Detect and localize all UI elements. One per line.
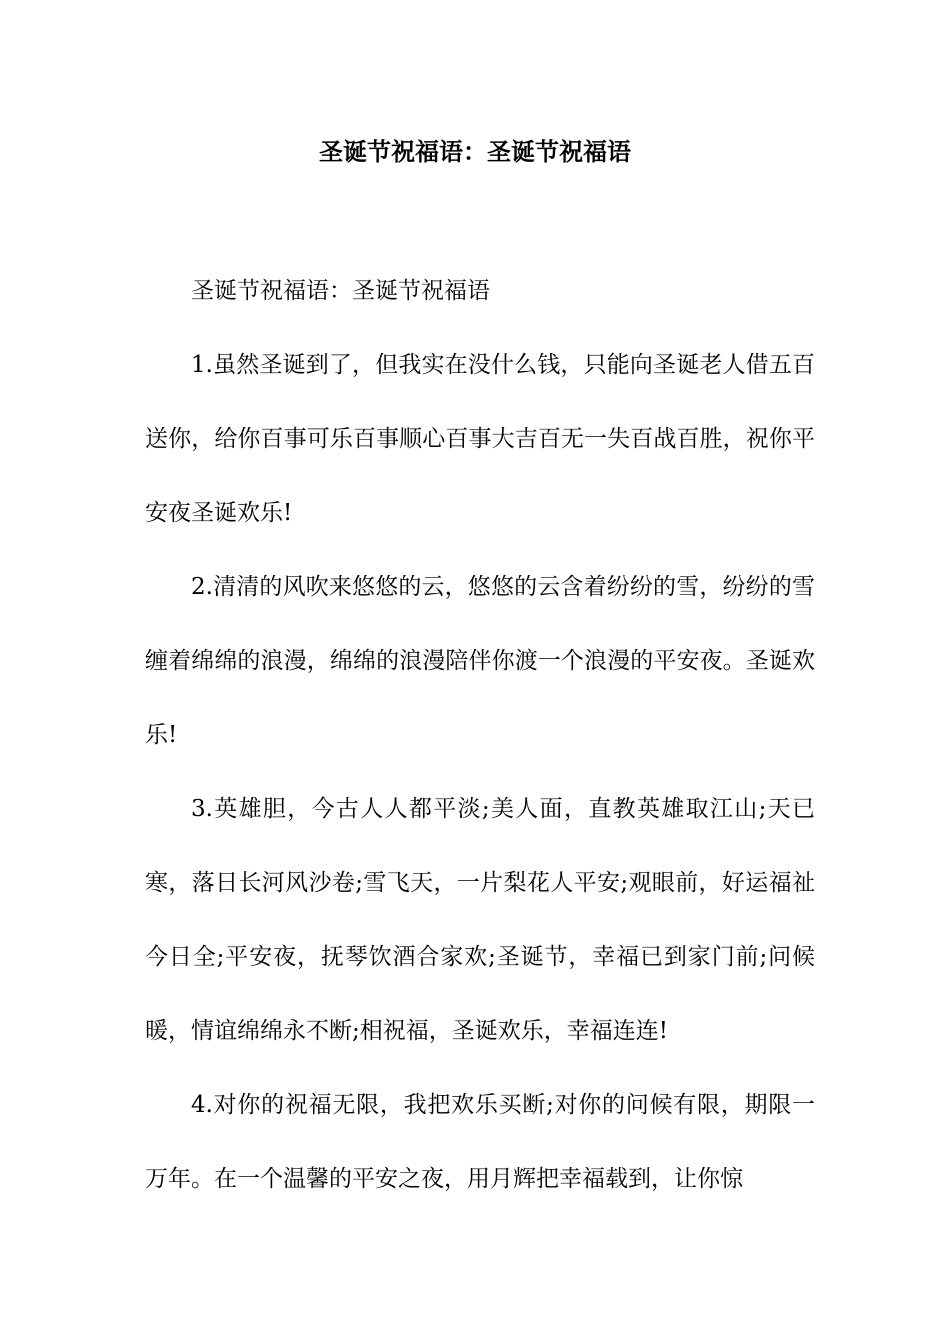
paragraph-2: 2.清清的风吹来悠悠的云，悠悠的云含着纷纷的雪，纷纷的雪缠着绵绵的浪漫，绵绵的浪漫陪伴你渡一个浪漫的平安夜。圣诞欢乐! <box>145 574 815 748</box>
paragraph-1: 1.虽然圣诞到了，但我实在没什么钱，只能向圣诞老人借五百送你，给你百事可乐百事顺心百事大吉百无一失百战百胜，祝你平安夜圣诞欢乐! <box>145 352 815 526</box>
document-title: 圣诞节祝福语：圣诞节祝福语 <box>319 137 631 166</box>
paragraph-3: 3.英雄胆，今古人人都平淡;美人面，直教英雄取江山;天已寒，落日长河风沙卷;雪飞天，一片梨花人平安;观眼前，好运福祉今日全;平安夜，抚琴饮酒合家欢;圣诞节，幸福已到家门前;问候暖，情谊绵绵永不断;相祝福，圣诞欢乐，幸福连连! <box>145 796 815 1044</box>
document-body <box>145 254 815 1216</box>
paragraph-4: 4.对你的祝福无限，我把欢乐买断;对你的问候有限，期限一万年。在一个温馨的平安之夜，用月辉把幸福载到，让你惊 <box>145 1092 815 1192</box>
paragraph-intro: 圣诞节祝福语：圣诞节祝福语 <box>191 278 490 304</box>
